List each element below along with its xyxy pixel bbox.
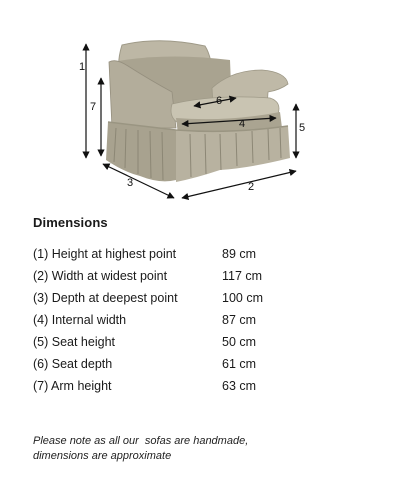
armchair-image [106, 41, 290, 182]
marker-3: 3 [127, 177, 134, 189]
dimension-row-seat-depth [33, 353, 373, 375]
dimension-label: (5) Seat height [33, 335, 115, 349]
armchair-diagram [0, 0, 400, 215]
dimension-value: 63 cm [222, 379, 257, 393]
dimension-value: 50 cm [222, 335, 257, 349]
dimension-value: 61 cm [222, 357, 257, 371]
handmade-note [33, 434, 363, 464]
dimension-value: 89 cm [222, 247, 257, 261]
marker-2: 2 [248, 181, 255, 193]
dimension-label: (4) Internal width [33, 313, 127, 327]
dimension-row-internal-width [33, 309, 373, 331]
dimension-row-width [33, 265, 373, 287]
dimensions-table [33, 243, 373, 397]
dimension-value: 87 cm [222, 313, 257, 327]
dimension-row-seat-height [33, 331, 373, 353]
dimension-row-height [33, 243, 373, 265]
dimension-row-depth [33, 287, 373, 309]
dimension-label: (6) Seat depth [33, 357, 113, 371]
dimension-label: (7) Arm height [33, 379, 112, 393]
marker-5: 5 [299, 122, 306, 134]
dimension-label: (1) Height at highest point [33, 247, 177, 261]
marker-7: 7 [90, 101, 97, 113]
dimension-row-arm-height [33, 375, 373, 397]
note-line-1: Please note as all our sofas are handmade, [33, 435, 249, 447]
dimension-value: 100 cm [222, 291, 263, 305]
note-line-2: dimensions are approximate [33, 450, 172, 462]
dimension-label: (3) Depth at deepest point [33, 291, 178, 305]
dimension-label: (2) Width at widest point [33, 269, 168, 283]
marker-6: 6 [216, 95, 223, 107]
dimension-value: 117 cm [222, 269, 263, 283]
dimensions-heading: Dimensions [33, 215, 108, 230]
armchair-illustration [0, 0, 400, 215]
marker-4: 4 [239, 118, 246, 130]
marker-1: 1 [79, 61, 86, 73]
